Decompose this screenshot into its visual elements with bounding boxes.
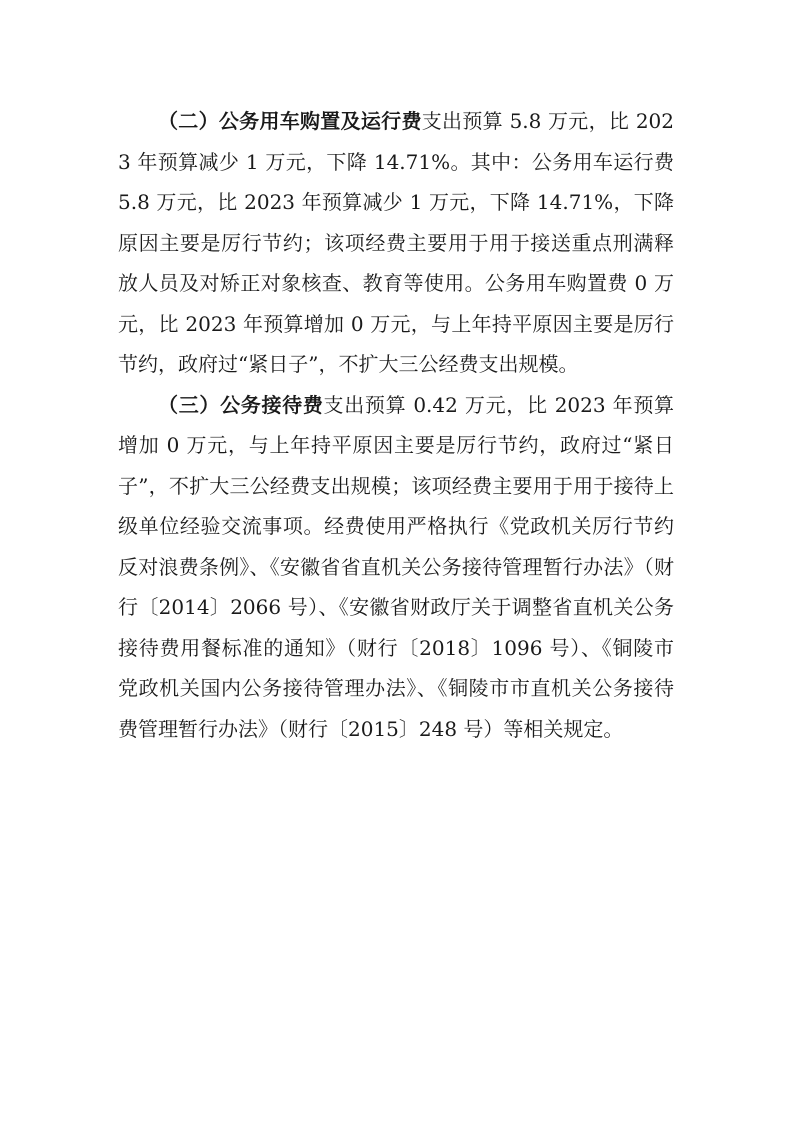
paragraph-vehicle-expenses xyxy=(118,101,674,385)
paragraph-text-vehicle: 支出预算 5.8 万元，比 2023 年预算减少 1 万元，下降 14.71%。其中：公务用车运行费 5.8 万元，比 2023 年预算减少 1 万元，下降 14.71%，下降原因主要是厉行节约；该项经费主要用于用于接送重点刑满释放人员及对矫正对象核查、教育等使用。公务用车购置费 0 万元，比 2023 年预算增加 0 万元，与上年持平原因主要是厉行节约，政府过“紧日子”，不扩大三公经费支出规模。 xyxy=(118,109,674,376)
paragraph-reception-expenses xyxy=(118,385,674,750)
section-heading-vehicle: （二）公务用车购置及运行费 xyxy=(158,109,422,133)
section-heading-reception: （三）公务接待费 xyxy=(158,392,324,417)
document-body xyxy=(118,101,674,749)
paragraph-text-reception: 支出预算 0.42 万元，比 2023 年预算增加 0 万元，与上年持平原因主要是厉行节约，政府过“紧日子”，不扩大三公经费支出规模；该项经费主要用于用于接待上级单位经验交流事项。经费使用严格执行《党政机关厉行节约反对浪费条例》、《安徽省省直机关公务接待管理暂行办法》（财行〔2014〕2066 号）、《安徽省财政厅关于调整省直机关公务接待费用餐标准的通知》（财行〔2018〕1096 号）、《铜陵市党政机关国内公务接待管理办法》、《铜陵市市直机关公务接待费管理暂行办法》（财行〔2015〕248 号）等相关规定。 xyxy=(118,392,675,741)
